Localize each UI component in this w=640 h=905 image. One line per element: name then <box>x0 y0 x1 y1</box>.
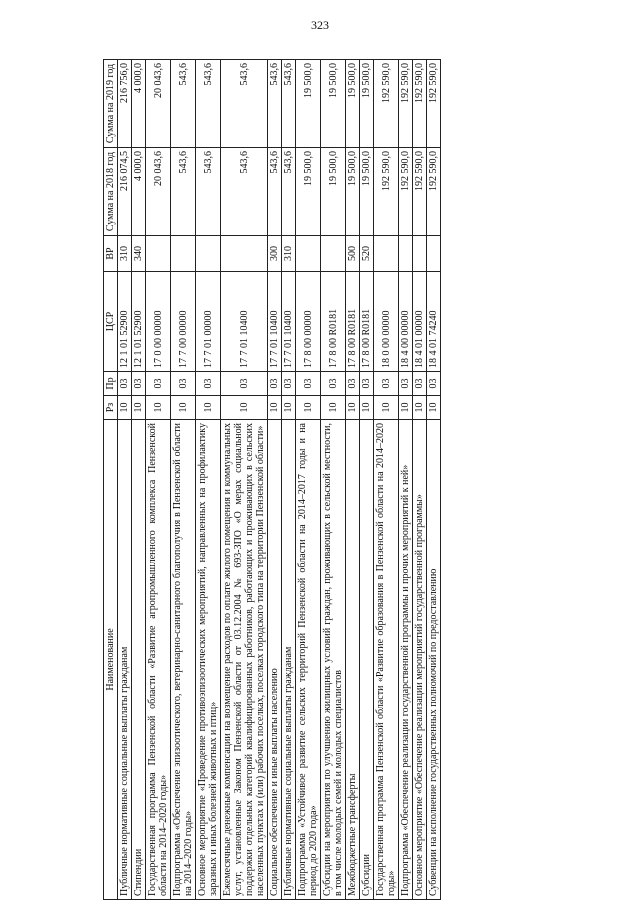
cell-name: Подпрограмма «Обеспечение реализации государственной программы и прочих мероприятий к ней» <box>399 420 413 900</box>
cell-name: Публичные нормативные социальные выплаты гражданам <box>118 420 132 900</box>
cell-sum-2018: 192 590,0 <box>427 148 441 236</box>
cell-sum-2018: 19 500,0 <box>360 148 374 236</box>
cell-csr: 17 8 00 00000 <box>296 272 321 372</box>
cell-vr <box>399 236 413 272</box>
table-row <box>171 60 196 900</box>
cell-vr <box>374 236 399 272</box>
cell-sum-2019: 543,6 <box>196 60 221 148</box>
table-body <box>118 60 441 900</box>
cell-rz: 10 <box>296 396 321 420</box>
cell-sum-2018: 216 074,5 <box>118 148 132 236</box>
table-wrapper <box>103 60 563 900</box>
cell-name: Государственная программа Пензенской области «Развитие образования в Пензенской области на 2014–2020 годы» <box>374 420 399 900</box>
cell-pr: 03 <box>427 372 441 396</box>
cell-pr: 03 <box>346 372 360 396</box>
cell-name: Субвенции на исполнение государственных полномочий по предоставлению <box>427 420 441 900</box>
cell-rz: 10 <box>118 396 132 420</box>
cell-vr: 520 <box>360 236 374 272</box>
table-row <box>268 60 282 900</box>
rotated-table-area <box>103 60 563 900</box>
cell-pr: 03 <box>321 372 346 396</box>
cell-vr: 500 <box>346 236 360 272</box>
cell-sum-2019: 20 043,6 <box>146 60 171 148</box>
cell-sum-2019: 543,6 <box>282 60 296 148</box>
cell-csr: 17 7 01 10400 <box>268 272 282 372</box>
cell-name: Социальное обеспечение и иные выплаты населению <box>268 420 282 900</box>
header-csr: ЦСР <box>104 272 118 372</box>
table-row <box>374 60 399 900</box>
cell-csr: 17 0 00 00000 <box>146 272 171 372</box>
cell-sum-2019: 4 000,0 <box>132 60 146 148</box>
cell-csr: 18 0 00 00000 <box>374 272 399 372</box>
cell-name: Субсидии <box>360 420 374 900</box>
cell-vr <box>296 236 321 272</box>
cell-sum-2018: 543,6 <box>282 148 296 236</box>
cell-pr: 03 <box>146 372 171 396</box>
cell-vr: 340 <box>132 236 146 272</box>
cell-sum-2019: 192 590,0 <box>374 60 399 148</box>
cell-pr: 03 <box>221 372 268 396</box>
cell-sum-2019: 192 590,0 <box>413 60 427 148</box>
cell-pr: 03 <box>296 372 321 396</box>
cell-sum-2019: 543,6 <box>268 60 282 148</box>
cell-rz: 10 <box>399 396 413 420</box>
cell-pr: 03 <box>196 372 221 396</box>
cell-vr <box>427 236 441 272</box>
cell-sum-2019: 19 500,0 <box>346 60 360 148</box>
table-row <box>321 60 346 900</box>
cell-sum-2019: 192 590,0 <box>427 60 441 148</box>
cell-rz: 10 <box>146 396 171 420</box>
cell-name: Субсидии на мероприятия по улучшению жилищных условий граждан, проживающих в сельской местности, в том числе молодых семей и молодых специалистов <box>321 420 346 900</box>
cell-csr: 18 4 00 00000 <box>399 272 413 372</box>
cell-csr: 18 4 01 00000 <box>413 272 427 372</box>
cell-rz: 10 <box>221 396 268 420</box>
cell-rz: 10 <box>413 396 427 420</box>
cell-sum-2018: 19 500,0 <box>296 148 321 236</box>
cell-pr: 03 <box>132 372 146 396</box>
cell-csr: 12 1 01 52900 <box>118 272 132 372</box>
cell-name: Государственная программа Пензенской области «Развитие агропромышленного комплекса Пензенской области на 2014–2020 годы» <box>146 420 171 900</box>
header-sum-2019: Сумма на 2019 год <box>104 60 118 148</box>
page-number: 323 <box>311 18 329 32</box>
cell-name: Межбюджетные трансферты <box>346 420 360 900</box>
cell-sum-2019: 543,6 <box>221 60 268 148</box>
header-sum-2018: Сумма на 2018 год <box>104 148 118 236</box>
cell-pr: 03 <box>399 372 413 396</box>
cell-csr: 17 8 00 R0181 <box>346 272 360 372</box>
cell-rz: 10 <box>171 396 196 420</box>
cell-sum-2019: 19 500,0 <box>321 60 346 148</box>
table-row <box>132 60 146 900</box>
header-pr: Пр <box>104 372 118 396</box>
cell-sum-2018: 192 590,0 <box>374 148 399 236</box>
table-row <box>427 60 441 900</box>
cell-name: Публичные нормативные социальные выплаты гражданам <box>282 420 296 900</box>
cell-sum-2018: 4 000,0 <box>132 148 146 236</box>
cell-name: Подпрограмма «Обеспечение эпизоотического, ветеринарно-санитарного благополучия в Пензенской области на 2014–2020 годы» <box>171 420 196 900</box>
header-vr: ВР <box>104 236 118 272</box>
cell-rz: 10 <box>196 396 221 420</box>
cell-pr: 03 <box>118 372 132 396</box>
cell-sum-2018: 20 043,6 <box>146 148 171 236</box>
cell-pr: 03 <box>268 372 282 396</box>
cell-name: Ежемесячные денежные компенсации на возмещение расходов по оплате жилого помещения и коммунальных услуг, установленные Законом Пензенской области от 03.12.2004 № 693-ЗПО «О мерах социальной поддержки отдельных категорий квалифицированных работников, работающих и проживающих в сельских населенных пунктах и (или) рабочих поселках, поселках городского типа на территории Пензенской области» <box>221 420 268 900</box>
cell-pr: 03 <box>360 372 374 396</box>
cell-vr <box>321 236 346 272</box>
cell-rz: 10 <box>268 396 282 420</box>
cell-pr: 03 <box>171 372 196 396</box>
cell-csr: 17 8 00 R0181 <box>321 272 346 372</box>
cell-sum-2018: 192 590,0 <box>399 148 413 236</box>
cell-csr: 17 7 01 00000 <box>196 272 221 372</box>
cell-vr <box>146 236 171 272</box>
cell-rz: 10 <box>427 396 441 420</box>
cell-name: Стипендии <box>132 420 146 900</box>
budget-table <box>103 59 441 900</box>
cell-rz: 10 <box>321 396 346 420</box>
cell-sum-2018: 543,6 <box>221 148 268 236</box>
table-row <box>399 60 413 900</box>
table-row <box>413 60 427 900</box>
cell-vr: 310 <box>118 236 132 272</box>
cell-vr: 310 <box>282 236 296 272</box>
cell-rz: 10 <box>346 396 360 420</box>
table-row <box>282 60 296 900</box>
header-name: Наименование <box>104 420 118 900</box>
header-rz: Рз <box>104 396 118 420</box>
table-row <box>146 60 171 900</box>
cell-vr <box>221 236 268 272</box>
cell-csr: 17 7 01 10400 <box>282 272 296 372</box>
cell-csr: 17 8 00 R0181 <box>360 272 374 372</box>
cell-vr <box>171 236 196 272</box>
cell-sum-2019: 19 500,0 <box>360 60 374 148</box>
cell-csr: 12 1 01 52900 <box>132 272 146 372</box>
table-row <box>296 60 321 900</box>
cell-sum-2019: 216 756,0 <box>118 60 132 148</box>
cell-rz: 10 <box>374 396 399 420</box>
cell-sum-2019: 543,6 <box>171 60 196 148</box>
cell-rz: 10 <box>282 396 296 420</box>
header-row <box>104 60 118 900</box>
cell-vr: 300 <box>268 236 282 272</box>
cell-rz: 10 <box>132 396 146 420</box>
cell-vr <box>413 236 427 272</box>
cell-sum-2019: 192 590,0 <box>399 60 413 148</box>
cell-pr: 03 <box>413 372 427 396</box>
cell-sum-2018: 19 500,0 <box>346 148 360 236</box>
cell-sum-2018: 543,6 <box>196 148 221 236</box>
cell-csr: 17 7 01 10400 <box>221 272 268 372</box>
cell-csr: 18 4 01 74240 <box>427 272 441 372</box>
cell-csr: 17 7 00 00000 <box>171 272 196 372</box>
cell-name: Основное мероприятие «Проведение противоэпизоотических мероприятий, направленных на профилактику заразных и иных болезней животных и птиц» <box>196 420 221 900</box>
cell-sum-2019: 19 500,0 <box>296 60 321 148</box>
cell-pr: 03 <box>374 372 399 396</box>
cell-name: Основное мероприятие «Обеспечение реализации мероприятий государственной программы» <box>413 420 427 900</box>
cell-name: Подпрограмма «Устойчивое развитие сельских территорий Пензенской области на 2014–2017 годы и на период до 2020 года» <box>296 420 321 900</box>
cell-pr: 03 <box>282 372 296 396</box>
table-row <box>346 60 360 900</box>
cell-rz: 10 <box>360 396 374 420</box>
table-row <box>221 60 268 900</box>
table-row <box>118 60 132 900</box>
table-row <box>360 60 374 900</box>
cell-sum-2018: 543,6 <box>268 148 282 236</box>
cell-vr <box>196 236 221 272</box>
cell-sum-2018: 543,6 <box>171 148 196 236</box>
cell-sum-2018: 19 500,0 <box>321 148 346 236</box>
cell-sum-2018: 192 590,0 <box>413 148 427 236</box>
table-row <box>196 60 221 900</box>
